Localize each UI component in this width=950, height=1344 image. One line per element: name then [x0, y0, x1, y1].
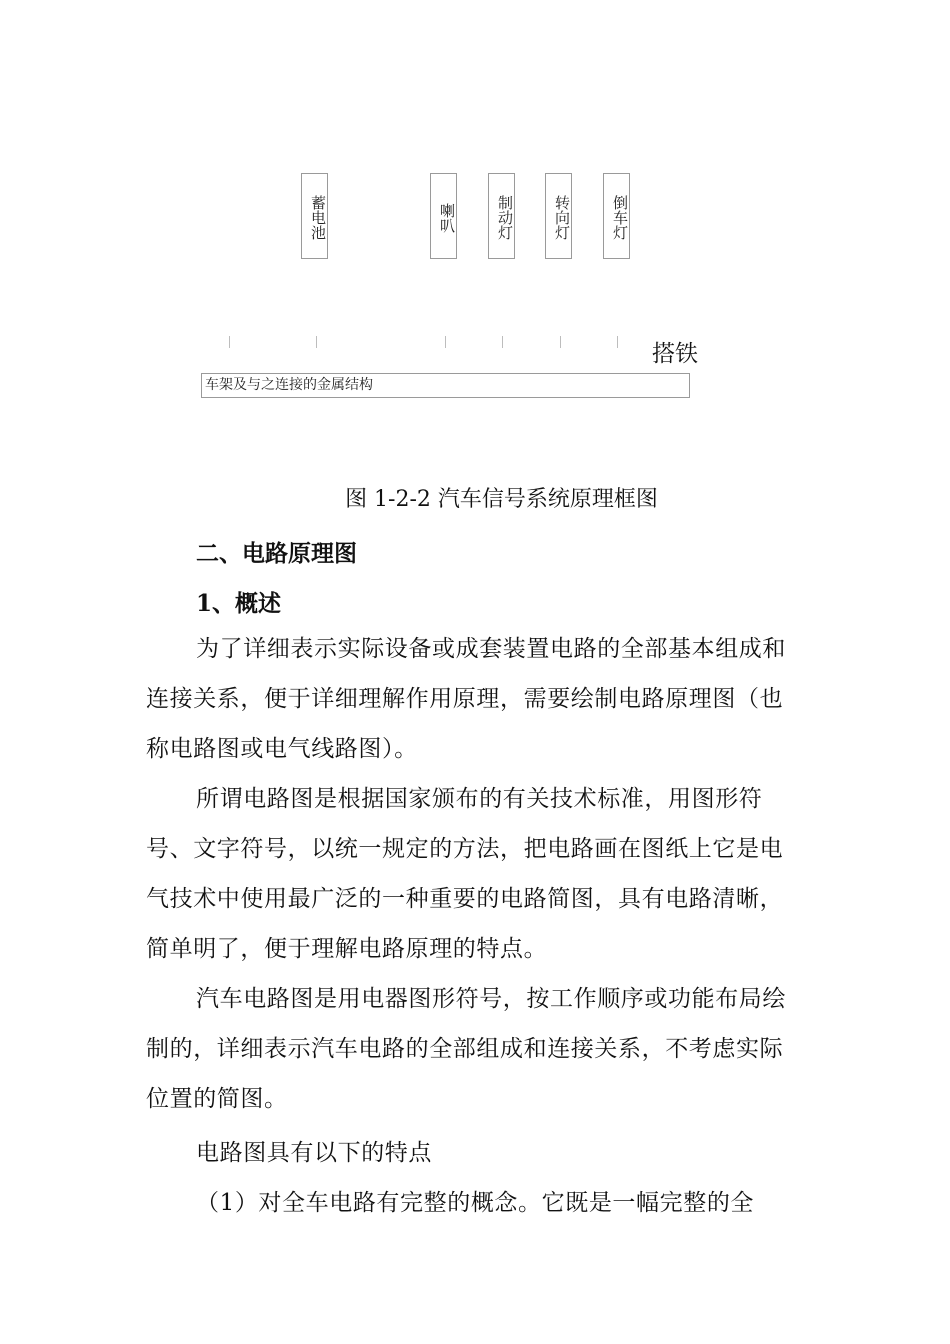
ground-label: 搭铁 [652, 341, 698, 367]
subsection-heading: 1、概述 [196, 590, 282, 617]
component-turn-signal: 转向灯 [545, 173, 572, 259]
component-horn: 喇叭 [430, 173, 457, 259]
ground-tick [229, 336, 230, 348]
section-heading: 二、电路原理图 [196, 540, 357, 567]
paragraph-5: （1）对全车电路有完整的概念。它既是一幅完整的全 [196, 1190, 755, 1216]
ground-tick [316, 336, 317, 348]
ground-tick [617, 336, 618, 348]
ground-tick [560, 336, 561, 348]
ground-tick [445, 336, 446, 348]
frame-box: 车架及与之连接的金属结构 [201, 373, 690, 398]
paragraph-4: 电路图具有以下的特点 [196, 1140, 432, 1166]
paragraph-2: 所谓电路图是根据国家颁布的有关技术标准，用图形符号、文字符号，以统一规定的方法，把电路画在图纸上它是电气技术中使用最广泛的一种重要的电路简图，具有电路清晰，简单明了，便于理解电路原理的特点。 [146, 786, 784, 962]
component-battery: 蓄电池 [301, 173, 328, 259]
component-brake-light: 制动灯 [488, 173, 515, 259]
ground-tick [502, 336, 503, 348]
component-reverse-light: 倒车灯 [603, 173, 630, 259]
figure-caption: 图 1-2-2 汽车信号系统原理框图 [345, 487, 658, 512]
paragraph-1: 为了详细表示实际设备或成套装置电路的全部基本组成和连接关系，便于详细理解作用原理，需要绘制电路原理图（也称电路图或电气线路图）。 [146, 636, 786, 762]
paragraph-3: 汽车电路图是用电器图形符号，按工作顺序或功能布局绘制的，详细表示汽车电路的全部组成和连接关系，不考虑实际位置的简图。 [146, 986, 786, 1112]
